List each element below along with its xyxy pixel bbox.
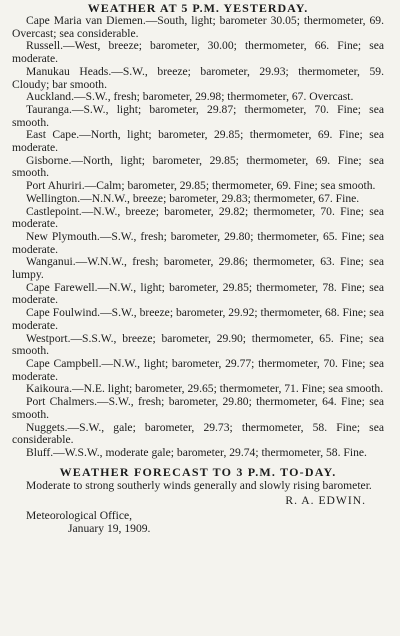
station-report: Wellington.—N.N.W., breeze; barometer, 29.83; thermometer, 67. Fine. [26,191,360,205]
report-heading: WEATHER AT 5 P.M. YESTERDAY. [87,1,309,15]
station-report: East Cape.—North, light; barometer, 29.85; thermometer, 69. Fine; sea moderate. [12,128,384,155]
station-report: Castlepoint.—N.W., breeze; barometer, 29.82; thermometer, 70. Fine; sea moderate. [12,204,384,231]
station-report: Port Chalmers.—S.W., fresh; barometer, 29.80; thermometer, 64. Fine; sea smooth. [12,395,384,421]
station-report: Gisborne.—North, light; barometer, 29.85; thermometer, 69. Fine; sea smooth. [12,153,384,180]
station-report: Cape Maria van Diemen.—South, light; barometer 30.05; thermometer, 69. Overcast; sea considerable. [12,14,384,40]
forecast-text: Moderate to strong southerly winds generally and slowly rising barometer. [26,478,372,492]
office-line: Meteorological Office, [26,509,133,523]
station-report: Westport.—S.S.W., breeze; barometer, 29.90; thermometer, 65. Fine; sea smooth. [12,331,384,358]
station-report: Kaikoura.—N.E. light; barometer, 29.65; thermometer, 71. Fine; sea smooth. [26,382,384,396]
station-report: Auckland.—S.W., fresh; barometer, 29.98; thermometer, 67. Overcast. [26,90,354,104]
date-line: January 19, 1909. [68,522,151,536]
station-report: New Plymouth.—S.W., fresh; barometer, 29.80; thermometer, 65. Fine; sea moderate. [12,229,384,256]
station-report: Port Ahuriri.—Calm; barometer, 29.85; thermometer, 69. Fine; sea smooth. [26,179,376,193]
station-report: Tauranga.—S.W., light; barometer, 29.87; thermometer, 70. Fine; sea smooth. [12,102,384,129]
station-reports [12,15,384,460]
station-report: Cape Campbell.—N.W., light; barometer, 29.77; thermometer, 70. Fine; sea moderate. [12,356,384,383]
station-report: Russell.—West, breeze; barometer, 30.00; thermometer, 66. Fine; sea moderate. [12,39,384,66]
station-report: Manukau Heads.—S.W., breeze; barometer, 29.93; thermometer, 59. Cloudy; bar smooth. [12,64,384,91]
station-report: Cape Foulwind.—S.W., breeze; barometer, 29.92; thermometer, 68. Fine; sea moderate. [12,306,384,332]
station-report: Nuggets.—S.W., gale; barometer, 29.73; thermometer, 58. Fine; sea considerable. [12,420,384,447]
forecast-heading: WEATHER FORECAST TO 3 P.M. TO-DAY. [59,464,337,479]
station-report: Cape Farewell.—N.W., light; barometer, 29.85; thermometer, 78. Fine; sea moderate. [12,280,384,307]
signature: R. A. EDWIN. [285,494,366,508]
station-report: Bluff.—W.S.W., moderate gale; barometer, 29.74; thermometer, 58. Fine. [26,445,367,459]
station-report: Wanganui.—W.N.W., fresh; barometer, 29.86; thermometer, 63. Fine; sea lumpy. [12,255,384,282]
